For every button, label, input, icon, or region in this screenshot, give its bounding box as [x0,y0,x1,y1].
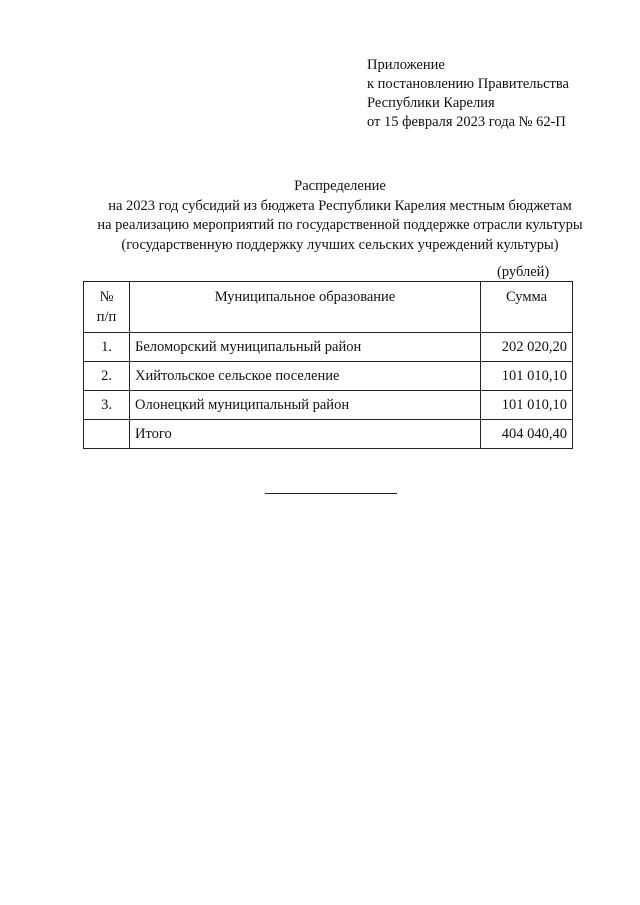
appendix-line: к постановлению Правительства [367,76,569,92]
header-sum: Сумма [481,282,573,333]
total-label: Итого [130,420,481,449]
row-num: 2. [84,362,130,391]
table-header-row [84,282,573,333]
title-line: Распределение [294,178,386,194]
document-title [60,177,620,255]
row-sum: 202 020,20 [481,333,573,362]
row-name: Беломорский муниципальный район [130,333,481,362]
title-line: на реализацию мероприятий по государственной поддержке отрасли культуры [97,217,583,233]
appendix-line: от 15 февраля 2023 года № 62-П [367,114,566,130]
header-name: Муниципальное образование [130,282,481,333]
appendix-line: Приложение [367,57,445,73]
distribution-table [83,281,573,449]
row-sum: 101 010,10 [481,391,573,420]
total-row [84,420,573,449]
header-num [84,282,130,333]
row-name: Хийтольское сельское поселение [130,362,481,391]
appendix-block [367,56,569,132]
title-line: (государственную поддержку лучших сельских учреждений культуры) [121,236,559,253]
total-num [84,420,130,449]
table-row [84,362,573,391]
row-num: 3. [84,391,130,420]
closing-rule [265,493,397,494]
row-name: Олонецкий муниципальный район [130,391,481,420]
header-num-line1: № [99,289,114,305]
title-line: на 2023 год субсидий из бюджета Республики Карелия местным бюджетам [108,197,572,214]
row-sum: 101 010,10 [481,362,573,391]
table-row [84,391,573,420]
header-num-line2: п/п [96,309,117,325]
row-num: 1. [84,333,130,362]
total-sum: 404 040,40 [481,420,573,449]
appendix-line: Республики Карелия [367,95,495,111]
units-label: (рублей) [497,264,550,280]
table-row [84,333,573,362]
